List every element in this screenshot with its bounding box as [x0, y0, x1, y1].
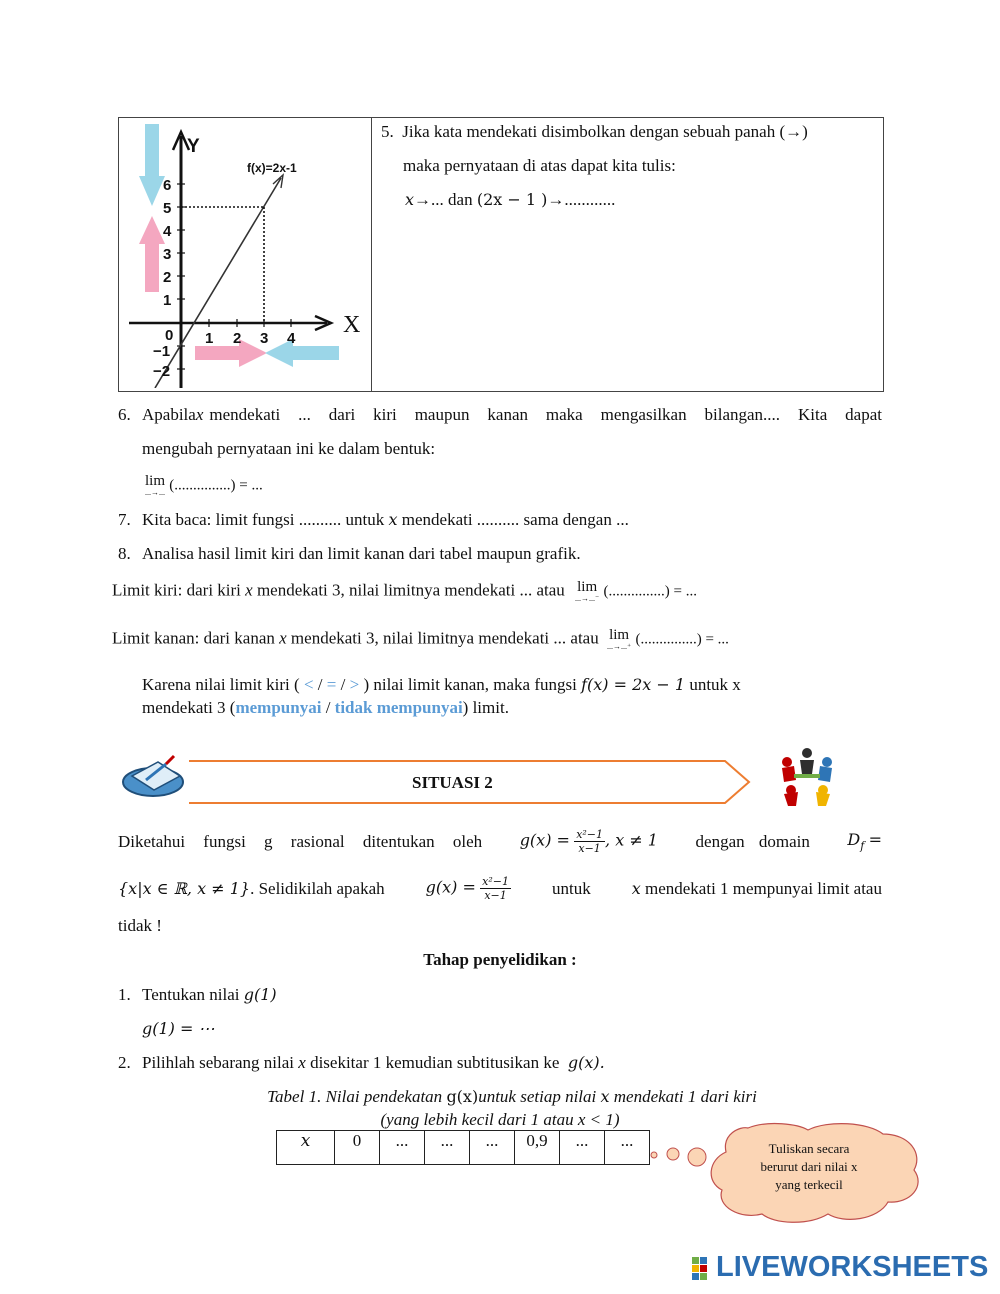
table-caption-2: (yang lebih kecil dari 1 atau x < 1): [380, 1110, 620, 1129]
svg-text:−1: −1: [153, 343, 171, 360]
approximation-table: [276, 1130, 650, 1165]
x-axis-label: X: [343, 312, 361, 338]
svg-text:1: 1: [205, 330, 214, 347]
situasi-paragraph-line-2: {x|x ∈ ℝ, x ≠ 1}. Selidikilah apakah g(x) = $\frac{\text{x²−1}}{x-1}$ untuk x mendekati 1 mempunyai limit atau: [118, 875, 882, 902]
item-6-line-2: mengubah pernyataan ini ke dalam bentuk:: [142, 439, 436, 458]
table-row: [277, 1131, 650, 1165]
item-8-number: 8.: [118, 544, 131, 563]
table-input-cell[interactable]: ...: [380, 1131, 425, 1165]
pink-up-arrow: [139, 216, 165, 292]
svg-text:−2: −2: [153, 363, 171, 380]
item-6-limit-expression: lim ...→... (...............) = ...: [145, 473, 263, 497]
step-1-text: Tentukan nilai g(1): [142, 985, 277, 1004]
item-5-line-1: [381, 122, 808, 142]
step-2-text: Pilihlah sebarang nilai x disekitar 1 kemudian subtitusikan ke g(x).: [142, 1053, 605, 1072]
situasi-paragraph-line-1: Diketahui fungsi g rasional ditentukan oleh g(x) = $\frac{\text{x²−1}}{x-1}$ , x ≠ 1 dengan domain $D_f$ =: [118, 828, 882, 855]
option-greater-than[interactable]: >: [349, 675, 360, 694]
svg-text:2: 2: [233, 330, 242, 347]
svg-text:0: 0: [165, 327, 174, 344]
karena-line-2: mendekati 3 (mempunyai / tidak mempunyai) limit.: [142, 698, 509, 717]
option-less-than[interactable]: <: [303, 675, 314, 694]
item-5-text-1: Jika kata mendekati disimbolkan dengan sebuah panah (→): [402, 122, 808, 141]
svg-text:4: 4: [163, 223, 172, 240]
liveworksheets-logo-icon: [692, 1257, 716, 1281]
cyan-down-arrow: [139, 124, 165, 206]
table-divider: [371, 118, 372, 391]
top-table-box: [118, 117, 884, 392]
karena-line-1: Karena nilai limit kiri ( < / = / > ) nilai limit kanan, maka fungsi f(x) = 2x − 1 untuk x: [142, 675, 741, 694]
cyan-left-arrow: [265, 339, 339, 367]
liveworksheets-brand[interactable]: LIVEWORKSHEETS: [716, 1251, 989, 1283]
thought-bubble-text: Tuliskan secara berurut dari nilai x yang terkecil: [760, 1141, 858, 1192]
svg-text:5: 5: [163, 200, 172, 217]
step-1-answer: g(1) = ⋯: [142, 1019, 215, 1038]
step-1-number: 1.: [118, 985, 131, 1004]
step-2-number: 2.: [118, 1053, 131, 1072]
situasi-title: SITUASI 2: [412, 773, 493, 792]
item-5-line-2: maka pernyataan di atas dapat kita tulis:: [403, 156, 676, 175]
item-7-text: Kita baca: limit fungsi .......... untuk x mendekati .......... sama dengan ...: [142, 510, 629, 529]
svg-text:3: 3: [163, 246, 172, 263]
svg-text:3: 3: [260, 330, 269, 347]
table-cell: 0,9: [515, 1131, 560, 1165]
svg-text:1: 1: [163, 292, 172, 309]
item-7-number: 7.: [118, 510, 131, 529]
table-input-cell[interactable]: ...: [605, 1131, 650, 1165]
tahap-heading: Tahap penyelidikan :: [423, 950, 577, 969]
table-header-cell-x: x: [277, 1131, 335, 1165]
table-input-cell[interactable]: ...: [560, 1131, 605, 1165]
table-caption-1: Tabel 1. Nilai pendekatan g(x)untuk setiap nilai x mendekati 1 dari kiri: [267, 1087, 757, 1106]
teamwork-people-icon: [776, 746, 838, 808]
table-input-cell[interactable]: ...: [425, 1131, 470, 1165]
option-equal[interactable]: =: [326, 675, 337, 694]
item-8-text: Analisa hasil limit kiri dan limit kanan dari tabel maupun grafik.: [142, 544, 581, 563]
linear-function-graph: [121, 120, 369, 388]
y-axis-label: Y: [187, 136, 200, 157]
limit-kanan-line: Limit kanan: dari kanan x mendekati 3, nilai limitnya mendekati ... atau lim ...→...⁺ (...............) = ...: [112, 627, 729, 651]
table-input-cell[interactable]: ...: [470, 1131, 515, 1165]
svg-text:4: 4: [287, 330, 296, 347]
svg-text:6: 6: [163, 177, 172, 194]
situasi-paragraph-line-3: tidak !: [118, 916, 162, 935]
item-6-number: 6.: [118, 405, 131, 424]
limit-kiri-line: Limit kiri: dari kiri x mendekati 3, nilai limitnya mendekati ... atau lim ...→...⁻ (...............) = ...: [112, 579, 697, 603]
option-mempunyai[interactable]: mempunyai: [235, 698, 322, 717]
item-5-number: 5.: [381, 122, 394, 141]
svg-text:2: 2: [163, 269, 172, 286]
item-5-line-3: x→... dan (2x − 1 )→............: [405, 190, 616, 209]
option-tidak-mempunyai[interactable]: tidak mempunyai: [334, 698, 463, 717]
function-label: f(x)=2x-1: [247, 161, 297, 175]
table-cell: 0: [335, 1131, 380, 1165]
item-6-line-1: Apabila x mendekati ... dari kiri maupun kanan maka mengasilkan bilangan.... Kita dapat: [142, 405, 882, 424]
